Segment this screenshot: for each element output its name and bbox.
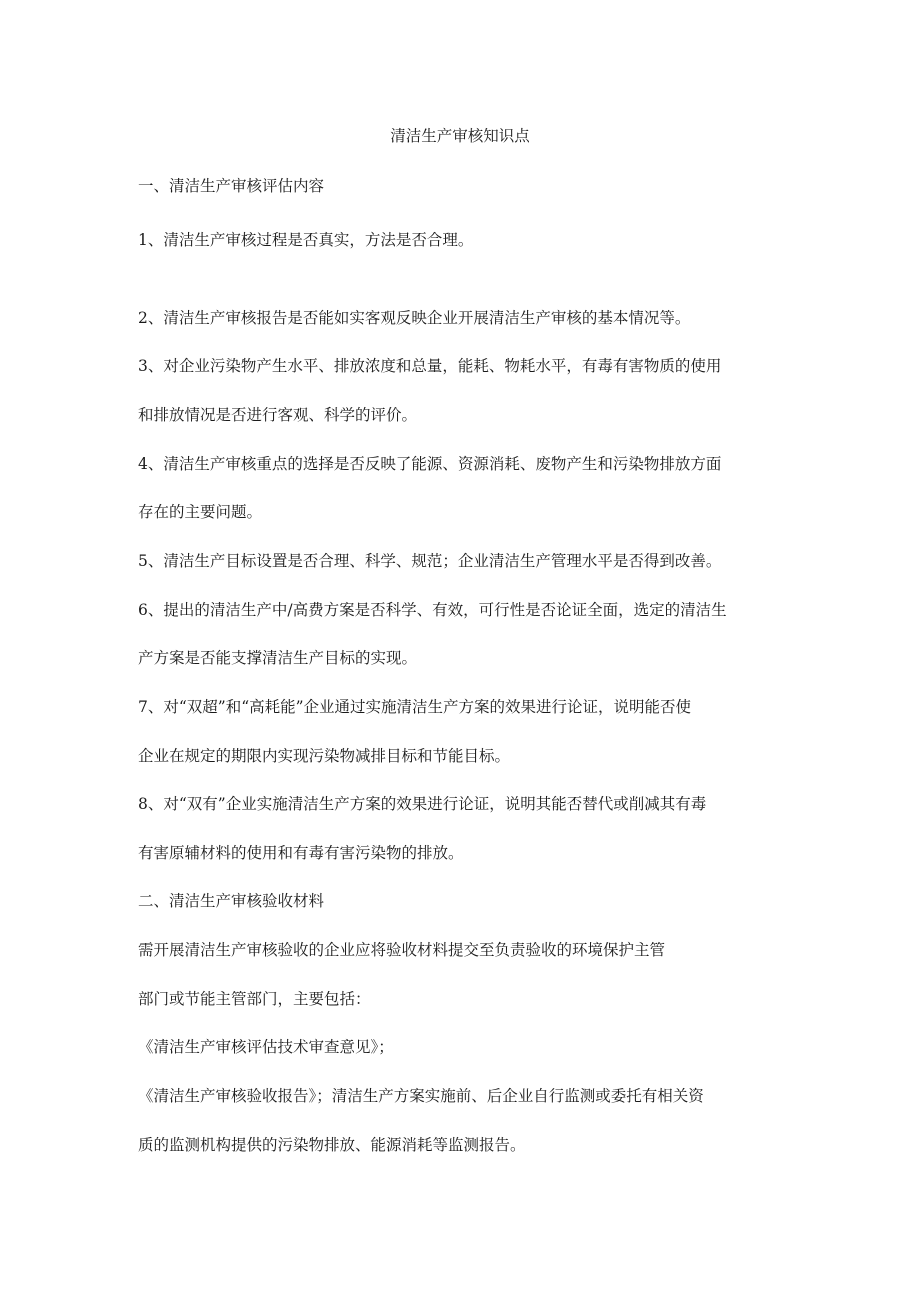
paragraph-line: 7、对“双超”和“高耗能”企业通过实施清洁生产方案的效果进行论证，说明能否使 xyxy=(138,698,692,716)
paragraph-line: 5、清洁生产目标设置是否合理、科学、规范；企业清洁生产管理水平是否得到改善。 xyxy=(138,552,722,570)
paragraph-line: 《清洁生产审核评估技术审查意见》； xyxy=(138,1038,394,1056)
paragraph-line: 产方案是否能支撑清洁生产目标的实现。 xyxy=(138,649,418,667)
paragraph-line: 企业在规定的期限内实现污染物减排目标和节能目标。 xyxy=(138,747,511,765)
paragraph-line: 《清洁生产审核验收报告》；清洁生产方案实施前、后企业自行监测或委托有相关资 xyxy=(138,1087,704,1105)
paragraph-line: 和排放情况是否进行客观、科学的评价。 xyxy=(138,406,418,424)
document-title: 清洁生产审核知识点 xyxy=(390,127,530,145)
paragraph-line: 2、清洁生产审核报告是否能如实客观反映企业开展清洁生产审核的基本情况等。 xyxy=(138,309,691,327)
paragraph-line: 1、清洁生产审核过程是否真实，方法是否合理。 xyxy=(138,231,474,249)
paragraph-line: 存在的主要问题。 xyxy=(138,503,263,521)
paragraph-line: 需开展清洁生产审核验收的企业应将验收材料提交至负责验收的环境保护主管 xyxy=(138,941,666,959)
paragraph-line: 有害原辅材料的使用和有毒有害污染物的排放。 xyxy=(138,844,464,862)
paragraph-line: 4、清洁生产审核重点的选择是否反映了能源、资源消耗、废物产生和污染物排放方面 xyxy=(138,455,722,473)
section-heading-1: 一、清洁生产审核评估内容 xyxy=(138,177,325,195)
paragraph-line: 8、对“双有”企业实施清洁生产方案的效果进行论证，说明其能否替代或削减其有毒 xyxy=(138,795,707,813)
paragraph-line: 部门或节能主管部门，主要包括： xyxy=(138,990,371,1008)
paragraph-line: 3、对企业污染物产生水平、排放浓度和总量，能耗、物耗水平，有毒有害物质的使用 xyxy=(138,357,722,375)
section-heading-2: 二、清洁生产审核验收材料 xyxy=(138,892,325,910)
paragraph-line: 6、提出的清洁生产中/高费方案是否科学、有效，可行性是否论证全面，选定的清洁生 xyxy=(138,601,727,619)
paragraph-line: 质的监测机构提供的污染物排放、能源消耗等监测报告。 xyxy=(138,1136,526,1154)
